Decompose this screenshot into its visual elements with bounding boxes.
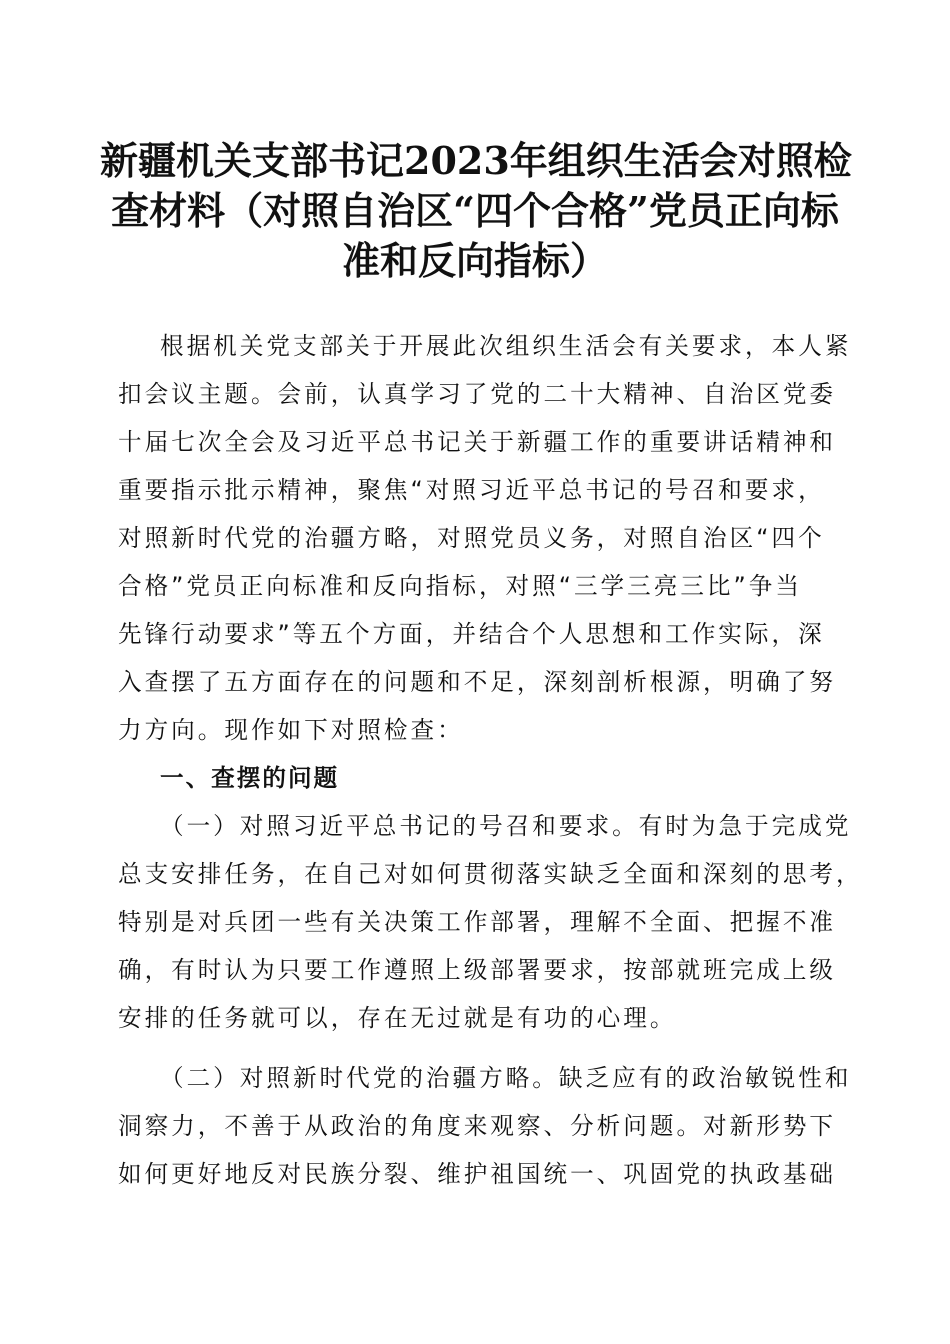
item-1-paragraph: [118, 802, 863, 1042]
text-line: 扣会议主题。会前，认真学习了党的二十大精神、自治区党委: [118, 380, 837, 408]
paragraph-gap: [118, 1042, 838, 1054]
text-line: （一）对照习近平总书记的号召和要求。有时为急于完成党: [160, 812, 852, 840]
item-2-paragraph: [118, 1054, 852, 1198]
text-line: 特别是对兵团一些有关决策工作部署，理解不全面、把握不准: [118, 908, 837, 936]
text-line: 确，有时认为只要工作遵照上级部署要求，按部就班完成上级: [118, 956, 837, 984]
document-title: [100, 136, 850, 286]
text-line: 如何更好地反对民族分裂、维护祖国统一、巩固党的执政基础: [118, 1160, 837, 1188]
text-line: 总支安排任务，在自己对如何贯彻落实缺乏全面和深刻的思考，: [118, 860, 863, 888]
text-line: 安排的任务就可以，存在无过就是有功的心理。: [118, 1004, 677, 1032]
intro-paragraph: [118, 322, 852, 754]
text-line: 对照新时代党的治疆方略，对照党员义务，对照自治区“四个: [118, 524, 825, 552]
document-body: [118, 322, 863, 1198]
text-line: 先锋行动要求”等五个方面，并结合个人思想和工作实际，深: [118, 620, 825, 648]
text-line: 洞察力，不善于从政治的角度来观察、分析问题。对新形势下: [118, 1112, 837, 1140]
text-line: （二）对照新时代党的治疆方略。缺乏应有的政治敏锐性和: [160, 1064, 852, 1092]
text-line: 根据机关党支部关于开展此次组织生活会有关要求，本人紧: [160, 332, 852, 360]
title-line: 新疆机关支部书记2023年组织生活会对照检: [100, 138, 852, 183]
section-heading: 一、查摆的问题: [160, 764, 340, 792]
text-line: 入查摆了五方面存在的问题和不足，深刻剖析根源，明确了努: [118, 668, 837, 696]
text-line: 十届七次全会及习近平总书记关于新疆工作的重要讲话精神和: [118, 428, 837, 456]
text-line: 重要指示批示精神，聚焦“对照习近平总书记的号召和要求，: [118, 476, 825, 504]
text-line: 力方向。现作如下对照检查：: [118, 716, 464, 744]
text-line: 合格”党员正向标准和反向指标，对照“三学三亮三比”争当: [118, 572, 802, 600]
title-line: 查材料（对照自治区“四个合格”党员正向标: [111, 188, 839, 233]
title-line: 准和反向指标）: [341, 238, 608, 283]
